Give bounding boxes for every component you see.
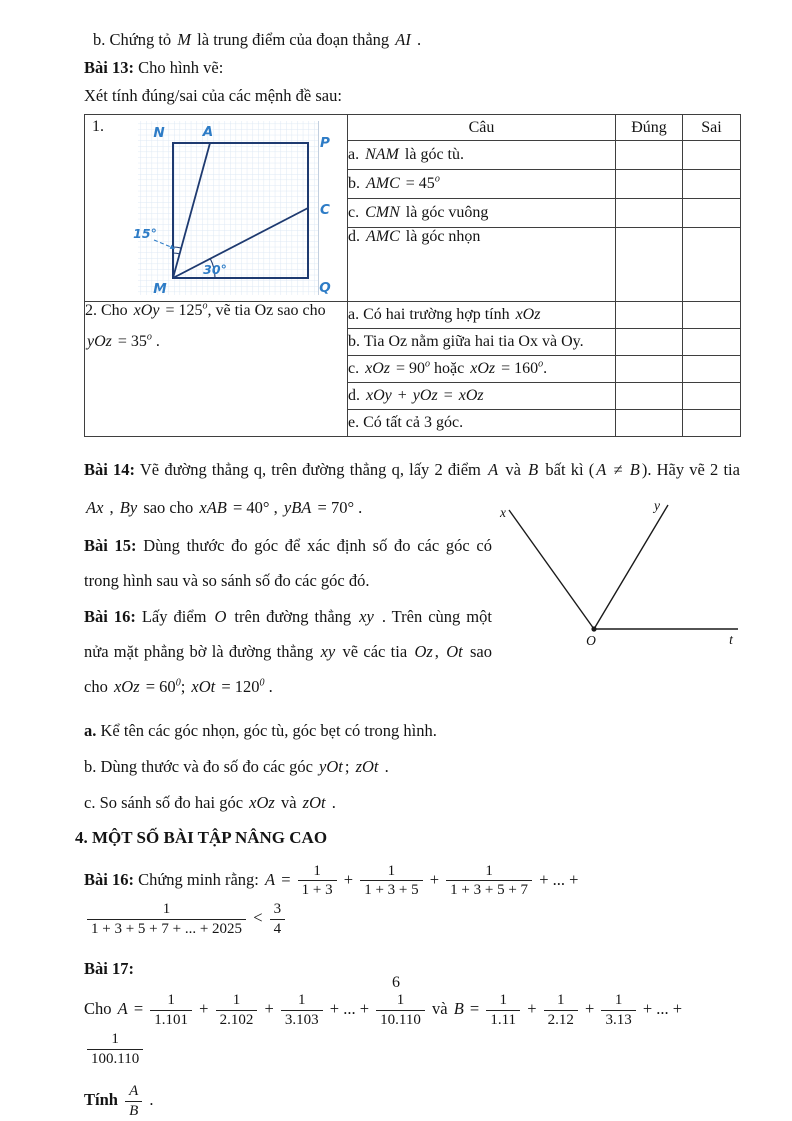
answer-cell-sai [683,170,741,199]
label-M: M [153,281,167,297]
question-b: b. Dùng thước và đo số đo các góc yOt ; zOt . [84,756,389,776]
question-c: c. So sánh số đo hai góc xOz và zOt . [84,792,336,812]
paragraph-bai17-label: Bài 17: [84,958,134,978]
paragraph-bai16b-formula: Bài 16: Chứng minh rằng: A = $\frac{1}{1 + 3}$ + $\frac{1}{1 + 3 + 5}$ + $\frac{1}{1 + 3 + 5 + 7}$ + ... + $\frac{1}{1 + 3 + 5 + 7 + ... + 2025}$ < $\frac{3}{4}$ [84,862,579,937]
table-row [85,302,741,329]
answer-cell-dung [616,141,683,170]
answer-cell-dung [616,383,683,410]
statement-cell-2 [85,302,348,437]
col-header-sai: Sai [683,115,741,141]
grid-background [138,121,319,295]
answer-cell-dung [616,356,683,383]
square-geometry-figure [118,118,333,298]
truefalse-table [84,114,741,437]
section-heading: 4. MỘT SỐ BÀI TẬP NÂNG CAO [75,827,328,847]
statement-2c: c. xOz = $90^o$ hoặc xOz = $160^o$. [348,356,616,383]
statement-2a: a. Có hai trường hợp tính xOz [348,302,616,329]
figure-cell [85,115,348,302]
label-P: P [320,135,330,151]
statement-1a: a. NAM là góc tù. [348,141,616,170]
paragraph-bai14: Bài 14: Vẽ đường thẳng q, trên đường thẳng q, lấy 2 điểm A và B bất kì ( A ≠ B ). Hãy vẽ 2 tia Ax , By sao cho xAB = 40° , yBA = 70° . [84,460,740,517]
answer-cell-sai [683,302,741,329]
page-number: 6 [392,974,400,991]
answer-cell-sai [683,141,741,170]
col-header-cau: Câu [348,115,616,141]
statement-2e: e. Có tất cả 3 góc. [348,410,616,437]
statement-2b: b. Tia Oz nằm giữa hai tia Ox và Oy. [348,329,616,356]
ray-Oy [594,505,668,629]
answer-cell-dung [616,228,683,302]
label-angle-15: 15° [133,226,157,241]
label-y: y [654,497,660,513]
answer-cell-sai [683,329,741,356]
label-Q: Q [319,280,331,296]
answer-cell-sai [683,356,741,383]
label-C: C [320,202,330,218]
paragraph-bai16: Bài 16: Lấy điểm O trên đường thẳng xy . Trên cùng một nửa mặt phẳng bờ là đường thẳng xy vẽ các tia Oz , Ot sao cho xOz = $60^0$; xOt = $120^0$ . [84,606,492,696]
paragraph-proof-b: b. Chứng tỏ M là trung điểm của đoạn thẳng AI . [93,30,422,49]
label-O: O [586,632,596,648]
answer-cell-dung [616,410,683,437]
paragraph-bai13-subtitle: Xét tính đúng/sai của các mệnh đề sau: [84,86,342,105]
statement-1b: b. AMC = $45^o$ [348,170,616,199]
answer-cell-sai [683,410,741,437]
answer-cell-sai [683,383,741,410]
answer-cell-dung [616,170,683,199]
paragraph-bai17-cho-formula: Cho A = $\frac{1}{1.101}$ + $\frac{1}{2.102}$ + $\frac{1}{3.103}$ + ... + $\frac{1}{10.110}$ và B = $\frac{1}{1.11}$ + $\frac{1}{2.12}$ + $\frac{1}{3.13}$ + ... + $\frac{1}{100.110}$ [84,992,683,1067]
label-x: x [500,504,506,520]
point-O-dot [591,626,596,631]
geometry-text-column [84,529,492,705]
statement-2d: d. xOy + yOz = xOz [348,383,616,410]
item-number: 1. [92,118,104,135]
ray-Ox [509,510,594,629]
label-A: A [202,124,214,140]
statement-1c: c. CMN là góc vuông [348,199,616,228]
rays-geometry-figure [496,497,746,652]
statement-1d: d. AMC là góc nhọn [348,228,616,302]
paragraph-bai17-tinh: Tính $\frac{A}{B}$ . [84,1083,154,1120]
question-a: a. Kể tên các góc nhọn, góc tù, góc bẹt có trong hình. [84,720,437,740]
label-angle-30: 30° [203,262,227,277]
answer-cell-sai [683,228,741,302]
col-header-dung: Đúng [616,115,683,141]
answer-cell-dung [616,199,683,228]
statement-2-line2: yOz = $35^o$ . [87,331,160,350]
statement-2-line1: 2. Cho xOy = $125^o$, vẽ tia Oz sao cho [85,300,326,319]
geometry-section [84,497,740,705]
label-t: t [729,631,733,647]
answer-cell-dung [616,302,683,329]
label-N: N [153,125,165,141]
answer-cell-dung [616,329,683,356]
paragraph-bai15: Bài 15: Dùng thước đo góc để xác định số đo các góc có trong hình sau và so sánh số đo các góc đó. [84,535,492,590]
paragraph-bai13-title: Bài 13: Cho hình vẽ: [84,58,224,77]
table-header-row [85,115,741,141]
answer-cell-sai [683,199,741,228]
